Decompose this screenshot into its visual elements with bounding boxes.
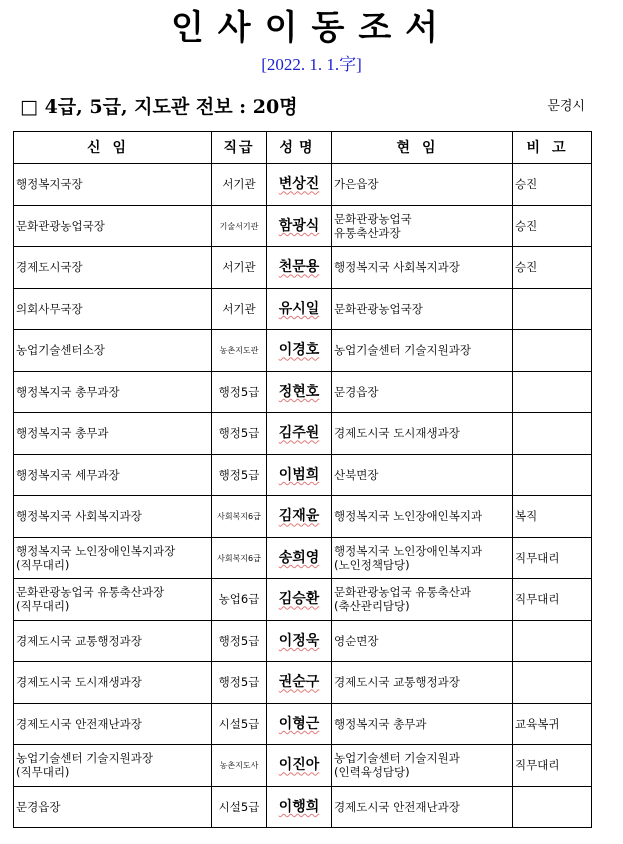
grade-cell-text: 행정5급 [218, 633, 260, 648]
note-cell-text: 교육복귀 [515, 716, 560, 731]
name-cell-text: 김재윤 [278, 508, 320, 525]
new-post-cell-text: 문경읍장 [16, 799, 61, 814]
current-post-cell-text: 행정복지국 노인장애인복지과 (노인정책담당) [334, 543, 483, 572]
note-cell [513, 537, 592, 579]
grade-cell [212, 371, 267, 413]
name-cell [267, 413, 332, 455]
grade-cell [212, 205, 267, 247]
grade-cell-text: 농촌지도관 [219, 346, 259, 356]
grade-cell-text: 기술서기관 [219, 221, 259, 231]
name-cell-text: 이경호 [278, 342, 320, 359]
new-post-cell-text: 경제도시국 교통행정과장 [16, 633, 142, 648]
grade-cell-text: 농촌지도사 [219, 761, 259, 771]
table-row [14, 205, 592, 247]
grade-cell [212, 496, 267, 538]
name-cell-text: 김승환 [278, 591, 320, 608]
new-post-cell [14, 164, 212, 206]
grade-cell [212, 413, 267, 455]
table-row [14, 330, 592, 372]
current-post-cell [332, 579, 513, 621]
name-cell-text: 이진아 [278, 757, 320, 774]
new-post-cell-text: 행정복지국 노인장애인복지과장 (직무대리) [16, 543, 176, 572]
note-cell [513, 288, 592, 330]
name-cell-text: 송희영 [278, 549, 320, 566]
note-cell [513, 662, 592, 704]
section-heading: □ 4급, 5급, 지도관 전보 : 20명 [20, 96, 298, 118]
name-cell [267, 330, 332, 372]
note-cell-text: 직무대리 [515, 550, 560, 565]
grade-cell [212, 537, 267, 579]
name-cell [267, 745, 332, 787]
current-post-cell [332, 662, 513, 704]
new-post-cell-text: 행정복지국 총무과장 [16, 384, 120, 399]
current-post-cell-text: 문화관광농업국장 [334, 301, 423, 316]
name-cell [267, 371, 332, 413]
table-row [14, 371, 592, 413]
new-post-cell [14, 330, 212, 372]
name-cell-text: 권순구 [278, 674, 320, 691]
current-post-cell [332, 205, 513, 247]
new-post-cell-text: 문화관광농업국 유통축산과장 (직무대리) [16, 585, 165, 614]
new-post-cell [14, 454, 212, 496]
current-post-cell-text: 문경읍장 [334, 384, 379, 399]
new-post-cell-text: 의회사무국장 [16, 301, 83, 316]
grade-cell [212, 703, 267, 745]
new-post-cell-text: 행정복지국 사회복지과장 [16, 509, 142, 524]
name-cell-text: 천문용 [278, 259, 320, 276]
current-post-cell-text: 경제도시국 도시재생과장 [334, 426, 460, 441]
note-cell-text: 직무대리 [515, 592, 560, 607]
note-cell [513, 247, 592, 289]
new-post-cell [14, 579, 212, 621]
name-cell-text: 유시일 [278, 300, 320, 317]
current-post-cell-text: 가은읍장 [334, 177, 379, 192]
name-cell [267, 496, 332, 538]
grade-cell [212, 745, 267, 787]
current-post-cell [332, 786, 513, 828]
current-post-cell [332, 703, 513, 745]
new-post-cell-text: 행정복지국 세무과장 [16, 467, 120, 482]
note-cell [513, 786, 592, 828]
note-cell [513, 330, 592, 372]
current-post-cell [332, 620, 513, 662]
document-date: [2022. 1. 1.字] [261, 55, 362, 74]
table-row [14, 579, 592, 621]
current-post-cell-text: 농업기술센터 기술지원과 (인력육성담당) [334, 751, 460, 780]
name-cell [267, 662, 332, 704]
new-post-cell-text: 경제도시국장 [16, 260, 83, 275]
current-post-cell [332, 288, 513, 330]
header-note: 비고 [513, 132, 592, 164]
note-cell [513, 496, 592, 538]
current-post-cell-text: 문화관광농업국 유통축산과장 [334, 211, 412, 240]
table-row [14, 662, 592, 704]
current-post-cell [332, 537, 513, 579]
new-post-cell-text: 행정복지국장 [16, 177, 83, 192]
name-cell [267, 620, 332, 662]
new-post-cell [14, 620, 212, 662]
new-post-cell-text: 행정복지국 총무과 [16, 426, 109, 441]
current-post-cell-text: 행정복지국 사회복지과장 [334, 260, 460, 275]
new-post-cell-text: 경제도시국 도시재생과장 [16, 675, 142, 690]
note-cell [513, 703, 592, 745]
grade-cell-text: 사회복지6급 [217, 512, 261, 522]
new-post-cell [14, 745, 212, 787]
current-post-cell-text: 행정복지국 노인장애인복지과 [334, 509, 483, 524]
organization-name: 문경시 [547, 99, 585, 114]
current-post-cell-text: 행정복지국 총무과 [334, 716, 427, 731]
grade-cell-text: 행정5급 [218, 426, 260, 441]
header-grade: 직급 [212, 132, 267, 164]
table-header-row [14, 132, 592, 164]
new-post-cell [14, 703, 212, 745]
document-title: 인사이동조서 [170, 8, 453, 48]
note-cell [513, 745, 592, 787]
new-post-cell [14, 205, 212, 247]
new-post-cell-text: 농업기술센터 기술지원과장 (직무대리) [16, 751, 153, 780]
current-post-cell [332, 371, 513, 413]
grade-cell [212, 164, 267, 206]
grade-cell [212, 786, 267, 828]
table-row [14, 288, 592, 330]
current-post-cell [332, 164, 513, 206]
grade-cell-text: 시설5급 [218, 799, 260, 814]
new-post-cell [14, 786, 212, 828]
new-post-cell-text: 문화관광농업국장 [16, 218, 105, 233]
grade-cell-text: 행정5급 [218, 675, 260, 690]
note-cell [513, 371, 592, 413]
current-post-cell [332, 247, 513, 289]
name-cell [267, 786, 332, 828]
table-row [14, 786, 592, 828]
table-row [14, 745, 592, 787]
name-cell-text: 이형근 [278, 715, 320, 732]
grade-cell-text: 농업6급 [218, 592, 260, 607]
grade-cell-text: 서기관 [222, 260, 256, 275]
table-row [14, 620, 592, 662]
grade-cell-text: 서기관 [222, 301, 256, 316]
table-row [14, 413, 592, 455]
personnel-table [13, 131, 592, 828]
new-post-cell [14, 371, 212, 413]
grade-cell [212, 330, 267, 372]
new-post-cell [14, 496, 212, 538]
name-cell-text: 이행희 [278, 798, 320, 815]
table-row [14, 537, 592, 579]
table-row [14, 454, 592, 496]
grade-cell [212, 247, 267, 289]
new-post-cell-text: 경제도시국 안전재난과장 [16, 716, 142, 731]
grade-cell-text: 서기관 [222, 177, 256, 192]
name-cell-text: 함광식 [278, 217, 320, 234]
current-post-cell-text: 농업기술센터 기술지원과장 [334, 343, 471, 358]
grade-cell-text: 행정5급 [218, 467, 260, 482]
new-post-cell [14, 288, 212, 330]
new-post-cell [14, 247, 212, 289]
grade-cell [212, 662, 267, 704]
grade-cell-text: 사회복지6급 [217, 553, 261, 563]
grade-cell [212, 288, 267, 330]
name-cell [267, 164, 332, 206]
current-post-cell [332, 330, 513, 372]
note-cell-text: 복직 [515, 509, 538, 524]
name-cell [267, 205, 332, 247]
note-cell [513, 205, 592, 247]
name-cell [267, 454, 332, 496]
grade-cell-text: 시설5급 [218, 716, 260, 731]
name-cell [267, 288, 332, 330]
new-post-cell-text: 농업기술센터소장 [16, 343, 105, 358]
current-post-cell-text: 문화관광농업국 유통축산과 (축산관리담당) [334, 585, 471, 614]
grade-cell-text: 행정5급 [218, 384, 260, 399]
current-post-cell [332, 496, 513, 538]
name-cell [267, 579, 332, 621]
grade-cell [212, 454, 267, 496]
note-cell-text: 승진 [515, 177, 538, 192]
current-post-cell-text: 산북면장 [334, 467, 379, 482]
header-new-post: 신임 [14, 132, 212, 164]
header-current-post: 현임 [332, 132, 513, 164]
name-cell-text: 이정욱 [278, 632, 320, 649]
table-row [14, 496, 592, 538]
name-cell-text: 김주원 [278, 425, 320, 442]
note-cell-text: 승진 [515, 218, 538, 233]
table-row [14, 164, 592, 206]
current-post-cell-text: 경제도시국 교통행정과장 [334, 675, 460, 690]
note-cell-text: 승진 [515, 260, 538, 275]
note-cell [513, 454, 592, 496]
note-cell [513, 579, 592, 621]
name-cell-text: 정현호 [278, 383, 320, 400]
current-post-cell [332, 413, 513, 455]
current-post-cell-text: 경제도시국 안전재난과장 [334, 799, 460, 814]
name-cell-text: 변상진 [278, 176, 320, 193]
new-post-cell [14, 662, 212, 704]
table-row [14, 703, 592, 745]
table-body [14, 164, 592, 828]
current-post-cell [332, 454, 513, 496]
new-post-cell [14, 537, 212, 579]
current-post-cell [332, 745, 513, 787]
grade-cell [212, 579, 267, 621]
note-cell [513, 620, 592, 662]
new-post-cell [14, 413, 212, 455]
name-cell [267, 247, 332, 289]
table-row [14, 247, 592, 289]
name-cell [267, 703, 332, 745]
note-cell-text: 직무대리 [515, 758, 560, 773]
name-cell-text: 이범희 [278, 466, 320, 483]
note-cell [513, 164, 592, 206]
name-cell [267, 537, 332, 579]
current-post-cell-text: 영순면장 [334, 633, 379, 648]
header-name: 성명 [267, 132, 332, 164]
grade-cell [212, 620, 267, 662]
note-cell [513, 413, 592, 455]
